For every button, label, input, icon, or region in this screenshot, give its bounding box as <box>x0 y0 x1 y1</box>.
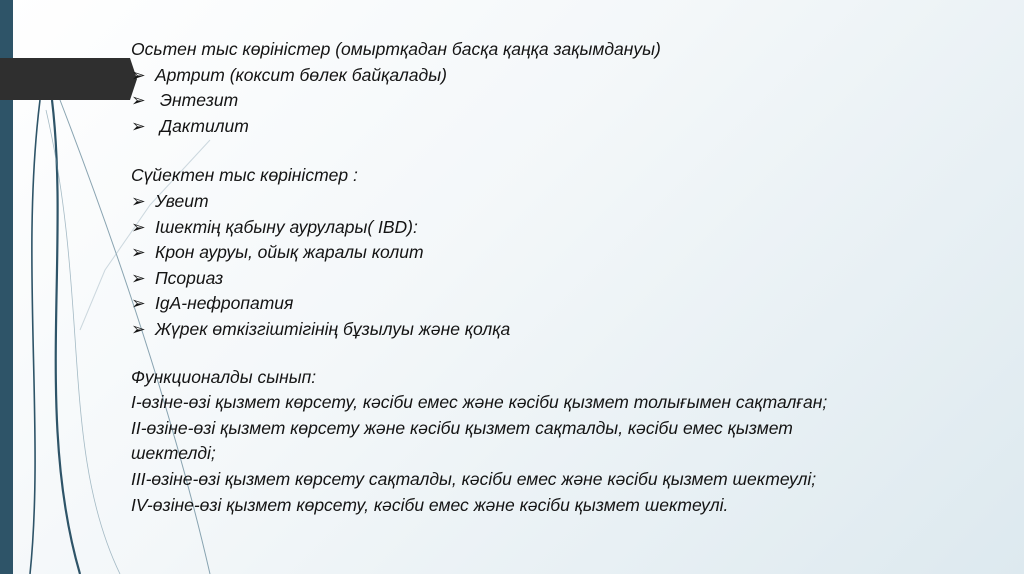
section1-heading: Осьтен тыс көріністер (омыртқадан басқа қаңқа зақымдануы) <box>131 39 661 59</box>
list-item <box>131 215 981 241</box>
section2-heading: Сүйектен тыс көріністер : <box>131 165 358 186</box>
list-item-text: IgA-нефропатия <box>155 293 294 314</box>
list-item <box>131 114 981 140</box>
list-item <box>131 266 981 292</box>
slide-content <box>131 37 981 518</box>
arrow-bullet-icon: ➢ <box>131 242 146 263</box>
arrow-bullet-icon: ➢ <box>131 267 146 288</box>
class-line: II-өзіне-өзі қызмет көрсету және кәсіби қызмет сақталды, кәсіби емес қызмет <box>131 417 793 438</box>
class-line: IV-өзіне-өзі қызмет көрсету, кәсіби емес және кәсіби қызмет шектеулі. <box>131 494 729 515</box>
class-line: III-өзіне-өзі қызмет көрсету сақталды, кәсіби емес және кәсіби қызмет шектеулі; <box>131 468 817 489</box>
list-item <box>131 240 981 266</box>
list-item-text: Дактилит <box>155 115 249 136</box>
arrow-bullet-icon: ➢ <box>131 64 146 85</box>
arrow-bullet-icon: ➢ <box>131 90 146 111</box>
arrow-bullet-icon: ➢ <box>131 216 146 237</box>
class-line: I-өзіне-өзі қызмет көрсету, кәсіби емес және кәсіби қызмет толығымен сақталған; <box>131 392 828 413</box>
arrow-bullet-icon: ➢ <box>131 293 146 314</box>
list-item <box>131 291 981 317</box>
section3-heading: Функционалды сынып: <box>131 366 317 387</box>
list-item-text: Крон ауруы, ойық жаралы колит <box>155 242 424 263</box>
list-item <box>131 88 981 114</box>
arrow-bullet-icon: ➢ <box>131 190 146 211</box>
list-item-text: Увеит <box>155 190 209 211</box>
list-item <box>131 317 981 343</box>
list-item <box>131 63 981 89</box>
list-item-text: Ішектің қабыну аурулары( IBD): <box>155 216 418 237</box>
class-line: шектелді; <box>131 443 216 464</box>
title-tab-shape <box>0 58 137 100</box>
list-item-text: Псориаз <box>155 267 224 288</box>
list-item-text: Энтезит <box>155 90 239 111</box>
list-item-text: Артрит (коксит бөлек байқалады) <box>155 64 447 85</box>
list-item <box>131 189 981 215</box>
arrow-bullet-icon: ➢ <box>131 318 146 339</box>
arrow-bullet-icon: ➢ <box>131 115 146 136</box>
list-item-text: Жүрек өткізгіштігінің бұзылуы және қолқа <box>155 318 511 339</box>
